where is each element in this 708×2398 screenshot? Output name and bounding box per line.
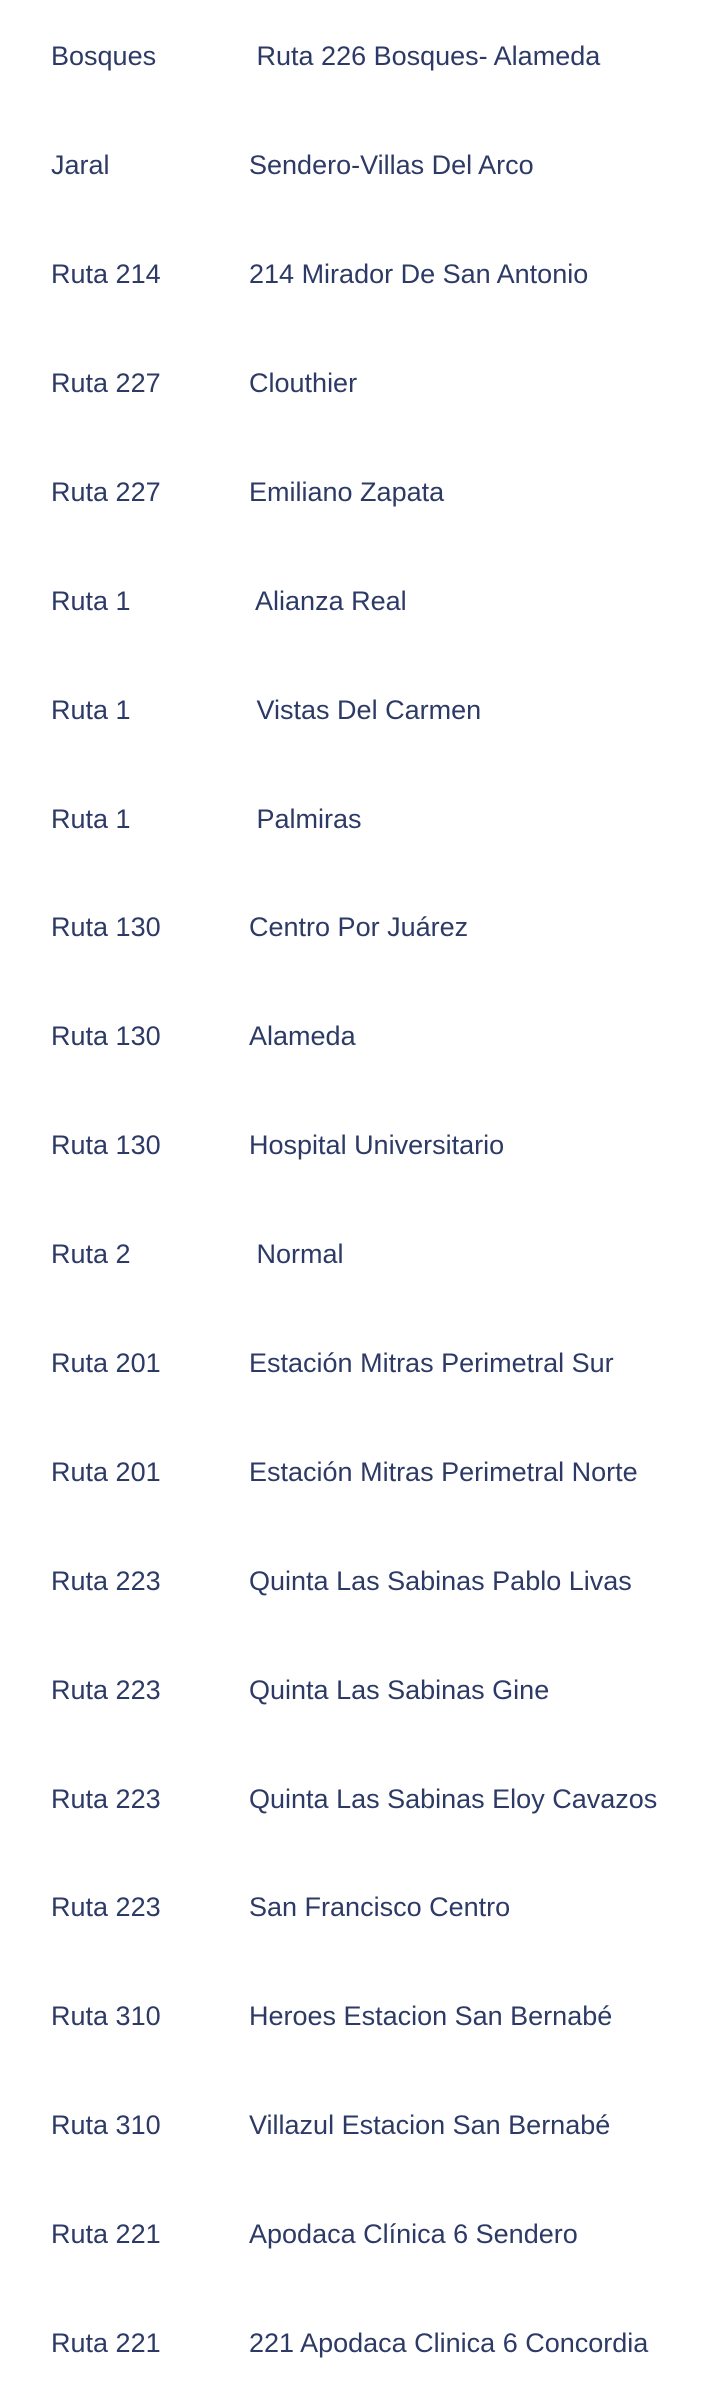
route-destination: 214 Mirador De San Antonio: [249, 259, 589, 290]
route-row[interactable]: [21, 220, 708, 329]
route-name: Ruta 223: [51, 1892, 161, 1923]
route-row[interactable]: [21, 546, 708, 655]
route-row[interactable]: [21, 2, 708, 111]
route-destination: Sendero-Villas Del Arco: [249, 150, 534, 181]
route-row[interactable]: [21, 1200, 708, 1309]
route-name: Ruta 227: [51, 367, 161, 398]
route-row[interactable]: [21, 1962, 708, 2071]
route-destination: 221 Apodaca Clinica 6 Concordia: [249, 2328, 649, 2358]
route-name: Ruta 130: [51, 1130, 161, 1161]
route-name: Ruta 221: [51, 2328, 161, 2358]
route-row[interactable]: [21, 982, 708, 1091]
route-destination: Apodaca Clínica 6 Sendero: [249, 2219, 578, 2250]
route-destination: Quinta Las Sabinas Gine: [249, 1674, 550, 1705]
route-name: Ruta 223: [51, 1783, 161, 1814]
route-row[interactable]: [21, 111, 708, 220]
route-destination: Quinta Las Sabinas Eloy Cavazos: [249, 1783, 658, 1814]
route-row[interactable]: [21, 2289, 708, 2398]
route-name: Ruta 223: [51, 1674, 161, 1705]
route-row[interactable]: [21, 1091, 708, 1200]
route-name: Jaral: [51, 150, 110, 181]
route-destination: Villazul Estacion San Bernabé: [249, 2110, 611, 2141]
route-destination: Ruta 226 Bosques- Alameda: [249, 41, 601, 72]
route-name: Ruta 201: [51, 1456, 161, 1487]
route-destination: Estación Mitras Perimetral Sur: [249, 1347, 614, 1378]
route-destination: Centro Por Juárez: [249, 912, 469, 943]
route-name: Ruta 130: [51, 1021, 161, 1052]
route-destination: Alianza Real: [249, 585, 407, 616]
route-row[interactable]: [21, 438, 708, 547]
route-destination: Clouthier: [249, 367, 358, 398]
route-row[interactable]: [21, 655, 708, 764]
route-row[interactable]: [21, 1853, 708, 1962]
route-row[interactable]: [21, 1635, 708, 1744]
route-row[interactable]: [21, 1744, 708, 1853]
route-name: Ruta 310: [51, 2110, 161, 2141]
route-row[interactable]: [21, 2071, 708, 2180]
route-destination: Emiliano Zapata: [249, 476, 445, 507]
route-name: Bosques: [51, 41, 157, 72]
route-name: Ruta 2: [51, 1239, 131, 1270]
route-row[interactable]: [21, 2180, 708, 2289]
route-name: Ruta 214: [51, 259, 161, 290]
route-destination: Palmiras: [249, 803, 362, 834]
route-name: Ruta 221: [51, 2219, 161, 2250]
route-destination: Hospital Universitario: [249, 1130, 505, 1161]
route-name: Ruta 227: [51, 476, 161, 507]
route-destination: Alameda: [249, 1021, 356, 1052]
route-destination: Quinta Las Sabinas Pablo Livas: [249, 1565, 632, 1596]
route-name: Ruta 1: [51, 803, 131, 834]
route-name: Ruta 130: [51, 912, 161, 943]
route-row[interactable]: [21, 1309, 708, 1418]
route-row[interactable]: [21, 329, 708, 438]
route-row[interactable]: [21, 873, 708, 982]
route-row[interactable]: [21, 764, 708, 873]
route-row[interactable]: [21, 1526, 708, 1635]
route-name: Ruta 1: [51, 694, 131, 725]
route-name: Ruta 201: [51, 1347, 161, 1378]
route-destination: Normal: [249, 1239, 344, 1270]
route-name: Ruta 223: [51, 1565, 161, 1596]
route-row[interactable]: [21, 1418, 708, 1527]
route-name: Ruta 310: [51, 2001, 161, 2032]
route-destination: Vistas Del Carmen: [249, 694, 482, 725]
route-destination: San Francisco Centro: [249, 1892, 511, 1923]
route-name: Ruta 1: [51, 585, 131, 616]
route-destination: Estación Mitras Perimetral Norte: [249, 1456, 638, 1487]
route-destination: Heroes Estacion San Bernabé: [249, 2001, 613, 2032]
